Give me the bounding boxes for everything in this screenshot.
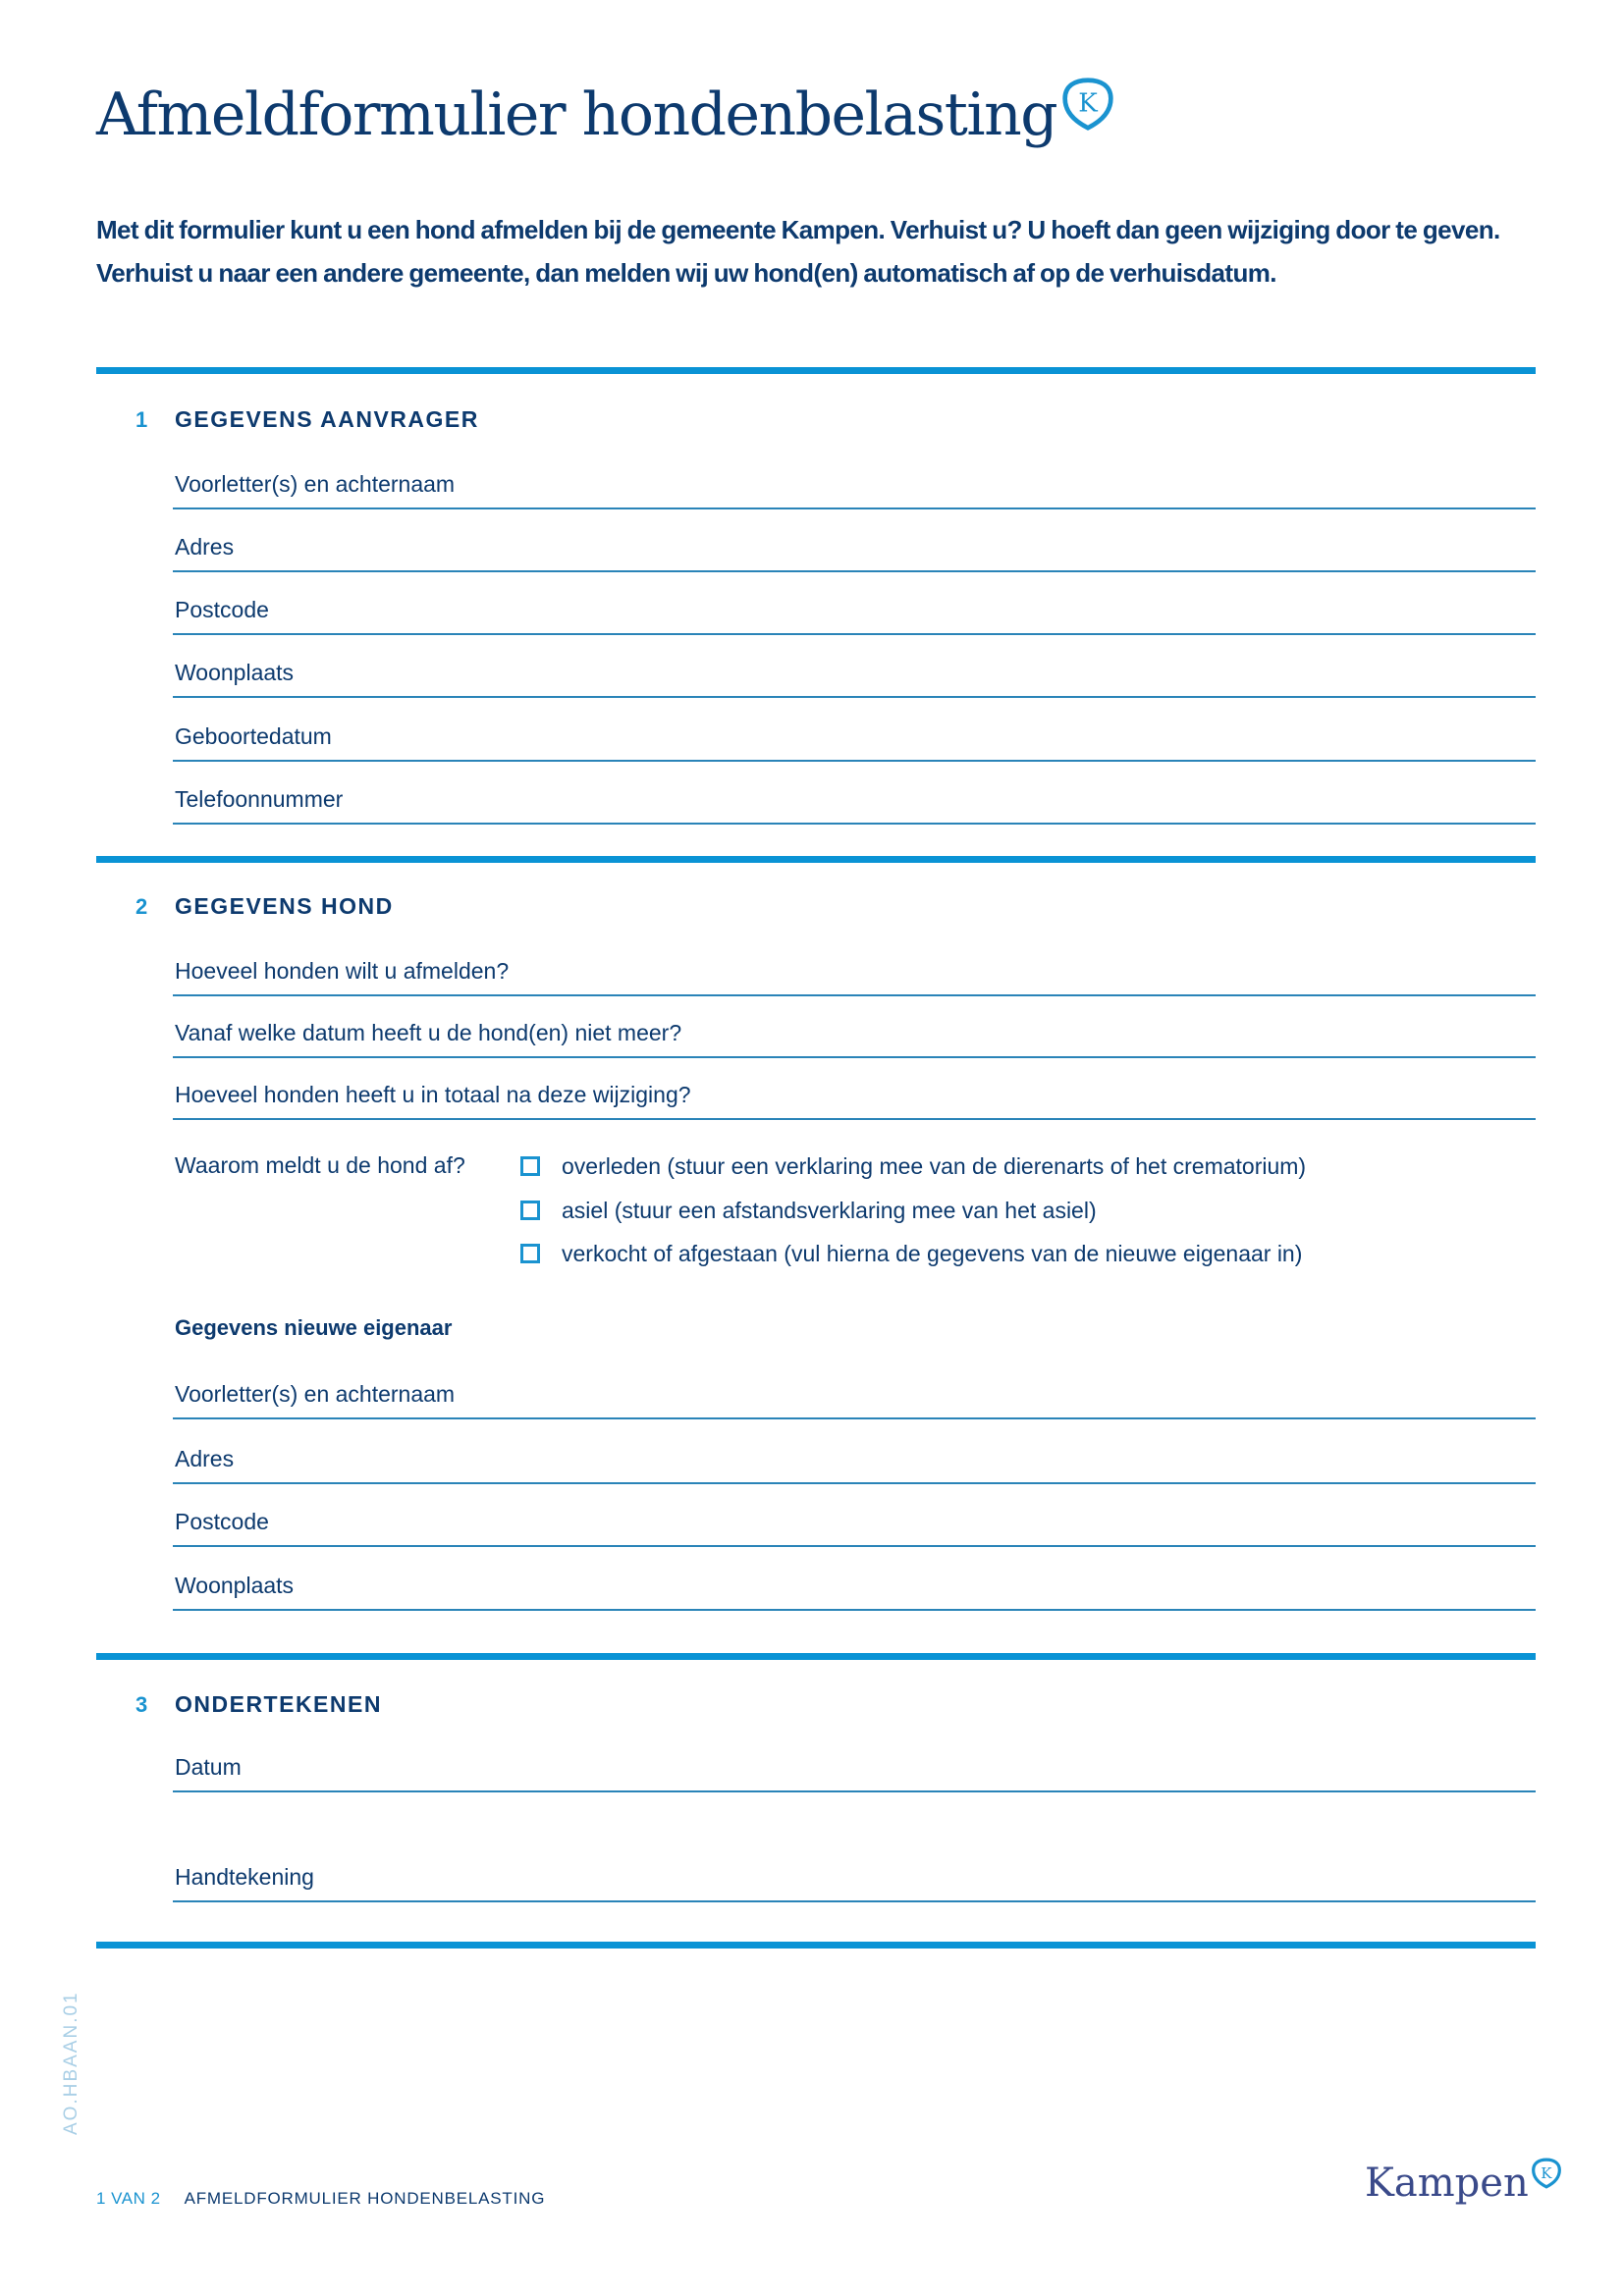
dogs-count-field[interactable] bbox=[173, 932, 1536, 996]
field-label: Hoeveel honden heeft u in totaal na deze wijziging? bbox=[175, 1082, 691, 1107]
date-sign-field[interactable] bbox=[173, 1728, 1536, 1792]
name-field[interactable] bbox=[173, 445, 1536, 509]
section-divider bbox=[96, 1653, 1536, 1660]
field-label: Woonplaats bbox=[175, 1573, 295, 1598]
section-title-gegevens-aanvrager: GEGEVENS AANVRAGER bbox=[175, 406, 479, 432]
new-owner-name-field[interactable] bbox=[173, 1355, 1536, 1419]
field-label: Adres bbox=[175, 534, 235, 560]
phone-field[interactable] bbox=[173, 760, 1536, 825]
footer-title: AFMELDFORMULIER HONDENBELASTING bbox=[184, 2189, 546, 2208]
field-label: Datum bbox=[175, 1754, 242, 1780]
field-label: Postcode bbox=[175, 597, 269, 622]
svg-text:K: K bbox=[1541, 2163, 1552, 2182]
field-label: Vanaf welke datum heeft u de hond(en) niet meer? bbox=[175, 1020, 682, 1045]
option-label: verkocht of afgestaan (vul hierna de gegevens van de nieuwe eigenaar in) bbox=[562, 1240, 1303, 1266]
field-label: Postcode bbox=[175, 1509, 269, 1534]
address-field[interactable] bbox=[173, 507, 1536, 572]
document-code: AO.HBAAN.01 bbox=[61, 1991, 81, 2135]
section-header bbox=[135, 893, 394, 920]
checkbox[interactable] bbox=[520, 1156, 540, 1176]
title-row bbox=[96, 71, 1115, 159]
section-header bbox=[135, 406, 479, 433]
option-label: overleden (stuur een verklaring mee van de dierenarts of het crematorium) bbox=[562, 1152, 1307, 1179]
field-label: Woonplaats bbox=[175, 660, 295, 685]
section-number: 1 bbox=[135, 407, 148, 432]
reason-option-asiel[interactable] bbox=[520, 1196, 1097, 1225]
option-label: asiel (stuur een afstandsverklaring mee van het asiel) bbox=[562, 1197, 1097, 1223]
city-field[interactable] bbox=[173, 633, 1536, 698]
reason-label: Waarom meldt u de hond af? bbox=[175, 1152, 465, 1178]
section-divider bbox=[96, 856, 1536, 863]
reason-option-verkocht[interactable] bbox=[520, 1239, 1302, 1268]
kampen-k-shield-icon bbox=[1060, 77, 1115, 132]
field-label: Handtekening bbox=[175, 1864, 314, 1890]
new-owner-city-field[interactable] bbox=[173, 1546, 1536, 1611]
kampen-logo bbox=[1365, 2156, 1562, 2211]
date-field[interactable] bbox=[173, 993, 1536, 1058]
field-label: Voorletter(s) en achternaam bbox=[175, 471, 456, 497]
reason-option-overleden[interactable] bbox=[520, 1151, 1306, 1181]
checkbox[interactable] bbox=[520, 1201, 540, 1220]
section-divider bbox=[96, 1942, 1536, 1949]
section-number: 3 bbox=[135, 1692, 148, 1717]
section-header bbox=[135, 1691, 382, 1718]
checkbox[interactable] bbox=[520, 1244, 540, 1263]
new-owner-heading: Gegevens nieuwe eigenaar bbox=[175, 1315, 453, 1340]
field-label: Telefoonnummer bbox=[175, 786, 344, 812]
signature-field[interactable] bbox=[173, 1838, 1536, 1902]
section-title-ondertekenen: ONDERTEKENEN bbox=[175, 1691, 382, 1717]
birthdate-field[interactable] bbox=[173, 697, 1536, 762]
field-label: Voorletter(s) en achternaam bbox=[175, 1381, 456, 1407]
field-label: Geboortedatum bbox=[175, 723, 332, 749]
total-dogs-field[interactable] bbox=[173, 1055, 1536, 1120]
svg-text:K: K bbox=[1078, 88, 1098, 119]
postcode-field[interactable] bbox=[173, 570, 1536, 635]
intro-text: Met dit formulier kunt u een hond afmelden bij de gemeente Kampen. Verhuist u? U hoeft dan geen wijziging door te geven. Verhuist u naar een andere gemeente, dan melden wij uw hond(en) automatisch af op de verhuisdatum. bbox=[96, 215, 1500, 288]
new-owner-address-field[interactable] bbox=[173, 1419, 1536, 1484]
section-divider bbox=[96, 367, 1536, 374]
kampen-logo-text: Kampen bbox=[1365, 2161, 1529, 2206]
section-number: 2 bbox=[135, 894, 148, 919]
field-label: Hoeveel honden wilt u afmelden? bbox=[175, 958, 510, 984]
footer-row bbox=[96, 2189, 545, 2209]
page-indicator: 1 VAN 2 bbox=[96, 2189, 161, 2208]
page-title: Afmeldformulier hondenbelasting bbox=[96, 80, 1057, 149]
kampen-k-shield-icon bbox=[1531, 2158, 1562, 2189]
section-title-gegevens-hond: GEGEVENS HOND bbox=[175, 893, 394, 919]
field-label: Adres bbox=[175, 1446, 235, 1471]
new-owner-postcode-field[interactable] bbox=[173, 1482, 1536, 1547]
